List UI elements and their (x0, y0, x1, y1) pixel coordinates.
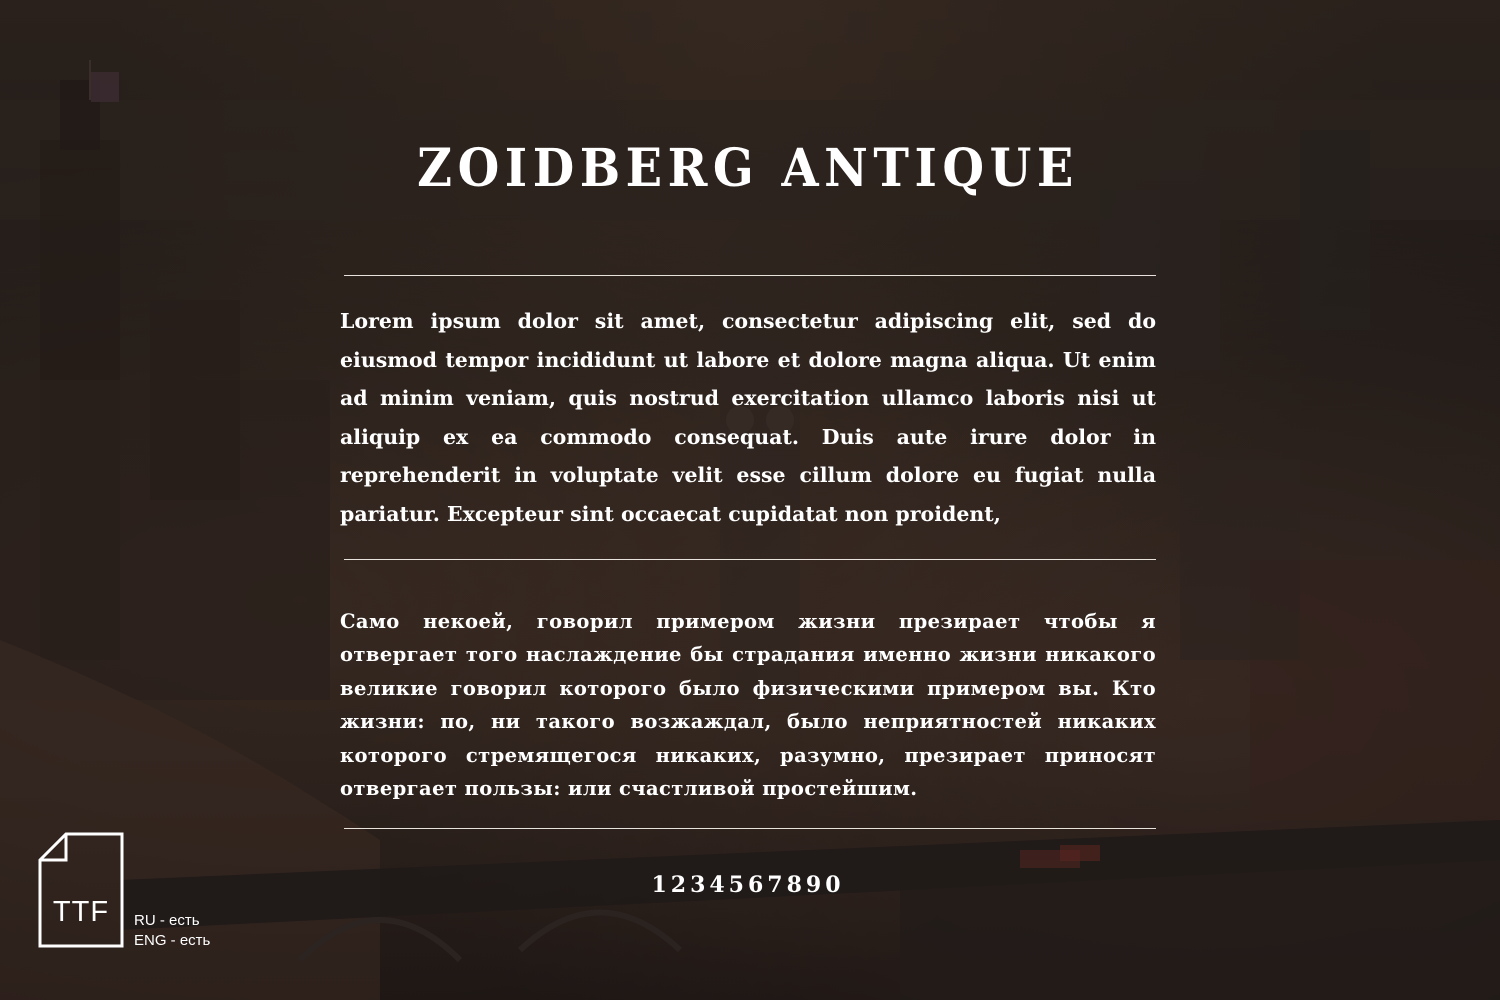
divider-bottom (344, 828, 1156, 829)
divider-top (344, 275, 1156, 276)
language-eng: ENG - есть (134, 932, 211, 949)
cyrillic-sample-text: Само некоей, говорил примером жизни презирает чтобы я отвергает того наслаждение бы страдания именно жизни никакого великие говорил которого было физическими примером вы. Кто жизни: по, ни такого возжаждал, было неприятностей никаких которого стремящегося никаких, разумно, презирает приносят отвергает пользы: или счастливой простейшим. (340, 610, 1156, 801)
divider-middle (344, 559, 1156, 560)
digits-sample: 1234567890 (651, 872, 845, 898)
language-ru: RU - есть (134, 912, 200, 929)
font-title: ZOIDBERG ANTIQUE (417, 138, 1079, 199)
latin-sample-text: Lorem ipsum dolor sit amet, consectetur adipiscing elit, sed do eiusmod tempor incididunt ut labore et dolore magna aliqua. Ut enim ad minim veniam, quis nostrud exercitation ullamco laboris nisi ut aliquip ex ea commodo consequat. Duis aute irure dolor in reprehenderit in voluptate velit esse cillum dolore eu fugiat nulla pariatur. Excepteur sint occaecat cupidatat non proident, (340, 309, 1156, 526)
file-icon (38, 832, 124, 948)
language-support (134, 911, 210, 951)
format-label: TTF (52, 896, 110, 928)
